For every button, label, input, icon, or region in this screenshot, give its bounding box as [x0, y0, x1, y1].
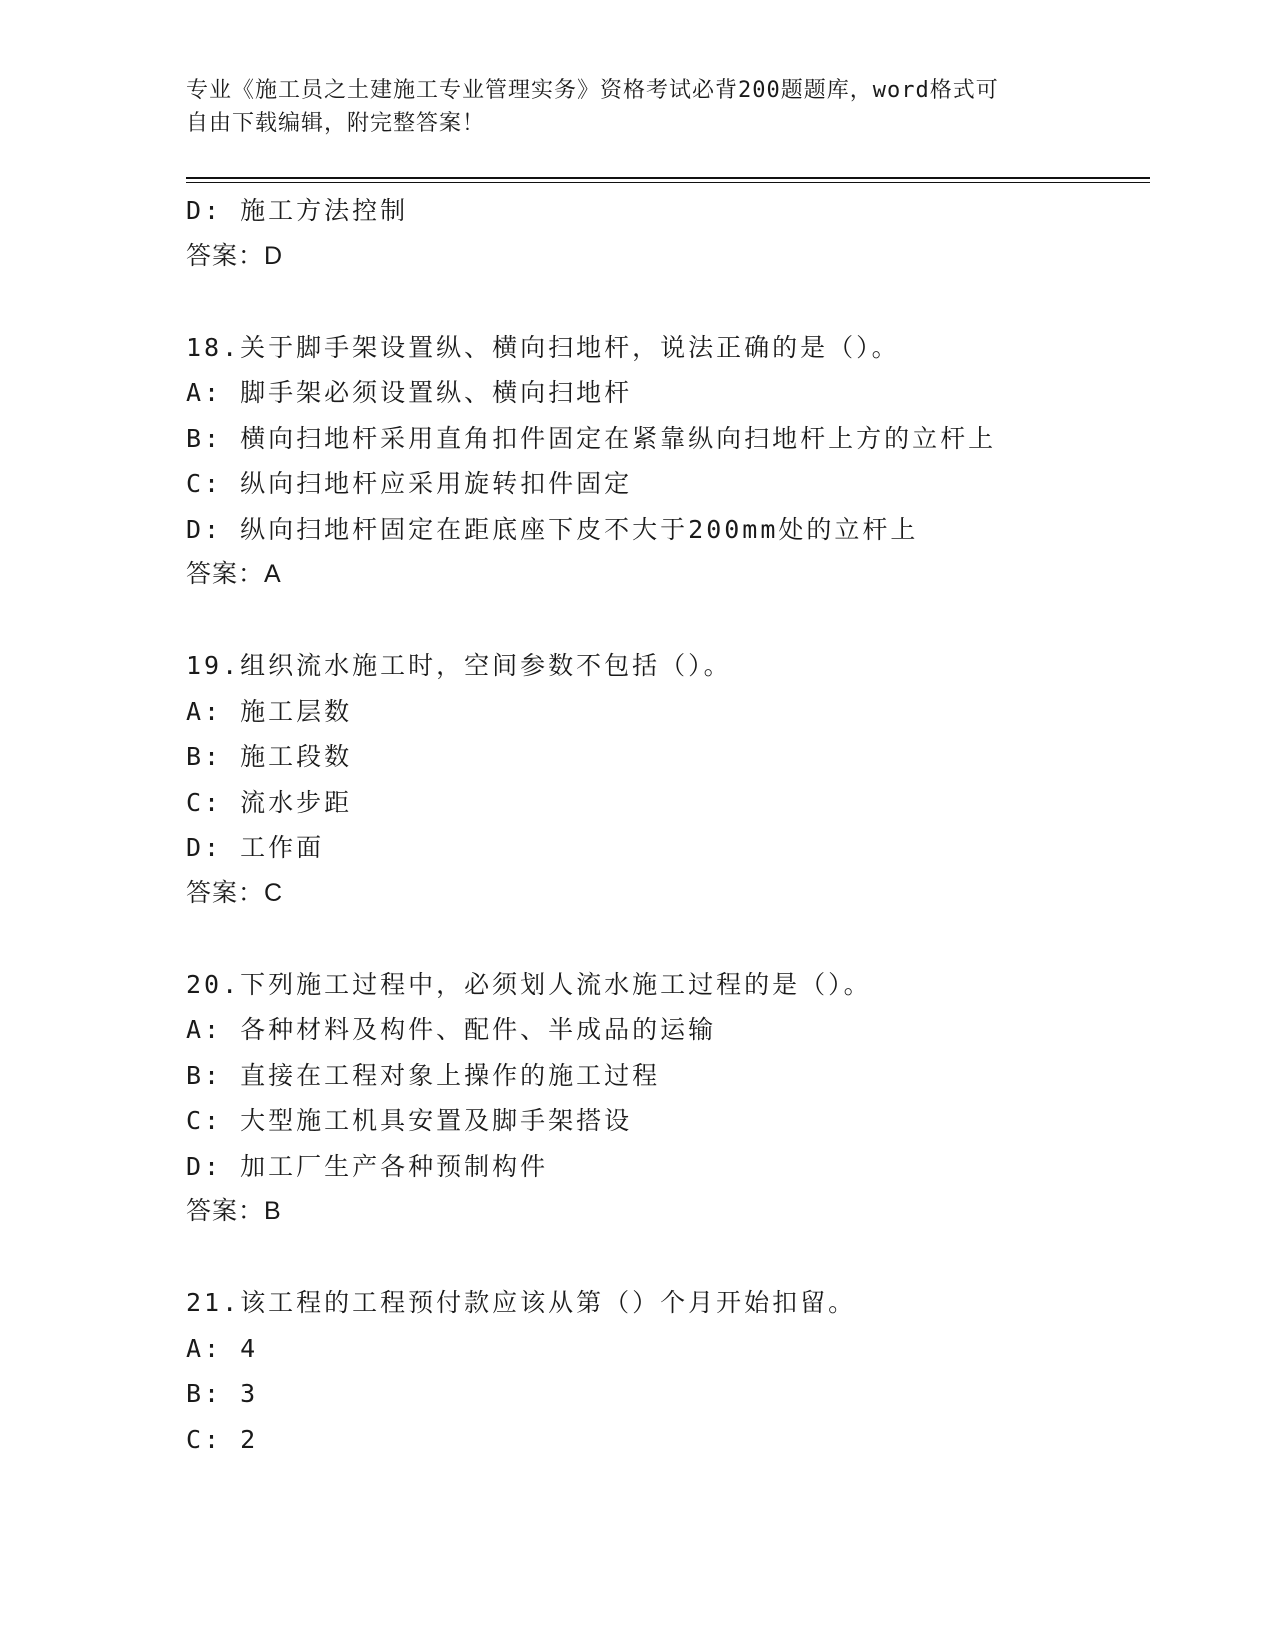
- header-line-2: 自由下载编辑，附完整答案！: [186, 111, 486, 136]
- option-line: D: 工作面: [186, 833, 325, 862]
- spacer: [186, 598, 1146, 644]
- answer-line: 答案：D: [186, 241, 284, 270]
- option-line: A: 各种材料及构件、配件、半成品的运输: [186, 1015, 717, 1044]
- question-stem: 21.该工程的工程预付款应该从第（）个月开始扣留。: [186, 1288, 857, 1317]
- option-line: C: 纵向扫地杆应采用旋转扣件固定: [186, 469, 633, 498]
- spacer: [186, 1235, 1146, 1281]
- option-line: A: 4: [186, 1333, 259, 1363]
- option-line: B: 直接在工程对象上操作的施工过程: [186, 1060, 661, 1090]
- answer-line: 答案：C: [186, 878, 284, 907]
- answer-line: 答案：B: [186, 1197, 282, 1225]
- answer-line: 答案：A: [186, 560, 282, 588]
- header-divider-thick: [186, 177, 1150, 179]
- question-list: [186, 188, 1146, 1462]
- option-line: A: 脚手架必须设置纵、横向扫地杆: [186, 378, 633, 407]
- option-line: C: 2: [186, 1424, 259, 1454]
- option-line: B: 施工段数: [186, 742, 353, 771]
- question-stem: 20.下列施工过程中，必须划人流水施工过程的是（）。: [186, 969, 872, 999]
- option-line: B: 横向扫地杆采用直角扣件固定在紧靠纵向扫地杆上方的立杆上: [186, 423, 997, 453]
- option-line: C: 流水步距: [186, 787, 353, 817]
- option-line: C: 大型施工机具安置及脚手架搭设: [186, 1106, 633, 1135]
- option-line: B: 3: [186, 1379, 259, 1408]
- header-line-1: 专业《施工员之土建施工专业管理实务》资格考试必背200题题库，word格式可: [186, 78, 999, 103]
- header-divider-thin: [186, 182, 1150, 183]
- spacer: [186, 916, 1146, 962]
- option-line: D: 加工厂生产各种预制构件: [186, 1151, 549, 1181]
- option-line: A: 施工层数: [186, 696, 353, 726]
- option-line: D: 施工方法控制: [186, 196, 409, 225]
- option-line: D: 纵向扫地杆固定在距底座下皮不大于200mm处的立杆上: [186, 514, 919, 544]
- spacer: [186, 279, 1146, 325]
- question-stem: 19.组织流水施工时，空间参数不包括（）。: [186, 651, 732, 680]
- question-stem: 18.关于脚手架设置纵、横向扫地杆，说法正确的是（）。: [186, 332, 900, 362]
- document-header: [186, 74, 1086, 140]
